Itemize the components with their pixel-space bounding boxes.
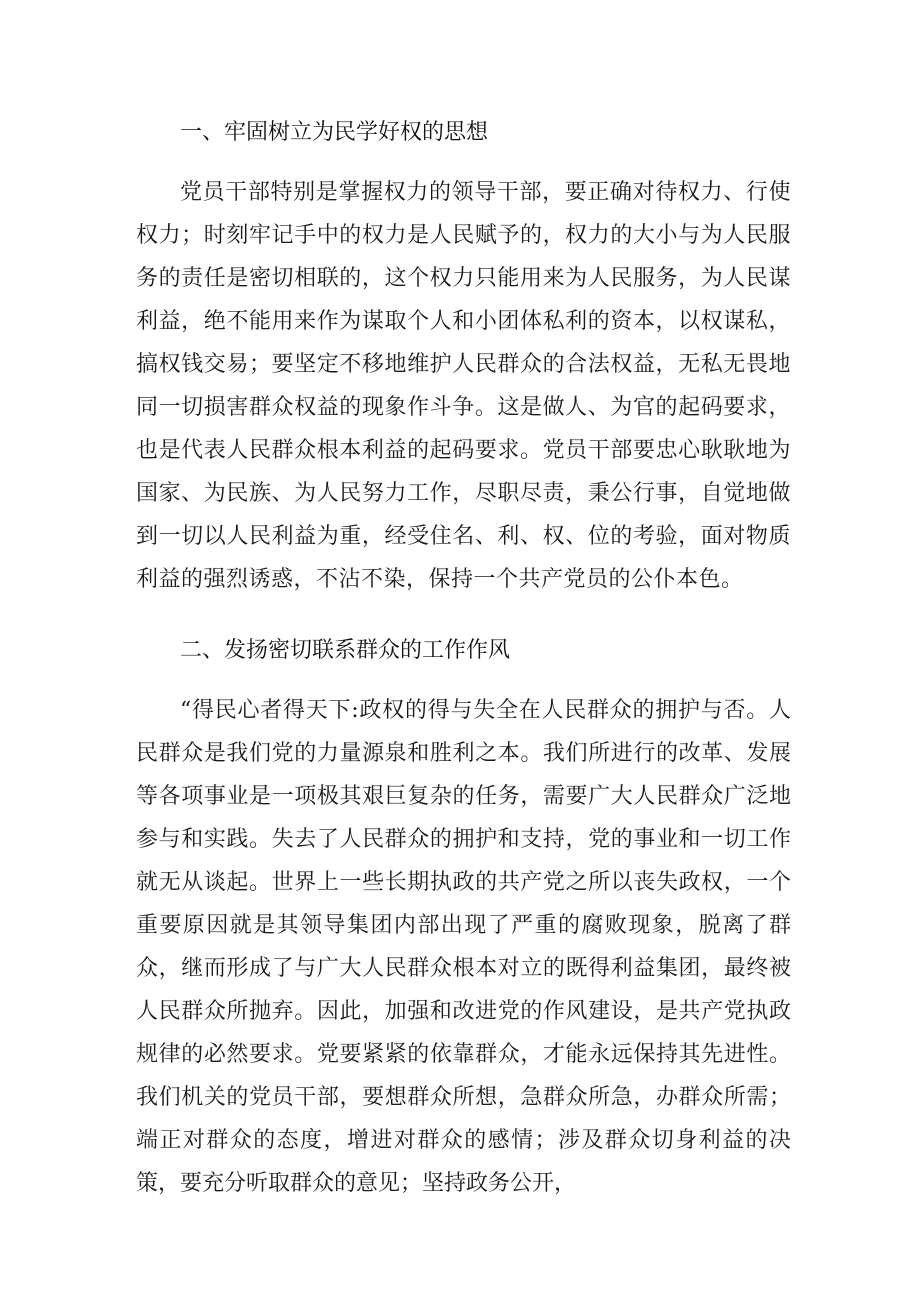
section-power-for-people	[136, 118, 791, 601]
section-heading: 二、发扬密切联系群众的工作作风	[180, 638, 511, 663]
section-paragraph: “得民心者得天下:政权的得与失全在人民群众的拥护与否。人民群众是我们党的力量源泉和胜利之本。我们所进行的改革、发展等各项事业是一项极其艰巨复杂的任务，需要广大人民群众广泛地参与和实践。失去了人民群众的拥护和支持，党的事业和一切工作就无从谈起。世界上一些长期执政的共产党之所以丧失政权，一个重要原因就是其领导集团内部出现了严重的腐败现象，脱离了群众，继而形成了与广大人民群众根本对立的既得利益集团，最终被人民群众所抛弃。因此，加强和改进党的作风建设，是共产党执政规律的必然要求。党要紧紧的依靠群众，才能永远保持其先进性。我们机关的党员干部，要想群众所想，急群众所急，办群众所需；端正对群众的态度，增进对群众的感情；涉及群众切身利益的决策，要充分听取群众的意见；坚持政务公开，	[136, 698, 791, 1196]
section-paragraph: 党员干部特别是掌握权力的领导干部，要正确对待权力、行使权力；时刻牢记手中的权力是人民赋予的，权力的大小与为人民服务的责任是密切相联的，这个权力只能用来为人民服务，为人民谋利益，绝不能用来作为谋取个人和小团体私利的资本，以权谋私，搞权钱交易；要坚定不移地维护人民群众的合法权益，无私无畏地同一切损害群众权益的现象作斗争。这是做人、为官的起码要求，也是代表人民群众根本利益的起码要求。党员干部要忠心耿耿地为国家、为民族、为人民努力工作，尽职尽责，秉公行事，自觉地做到一切以人民利益为重，经受住名、利、权、位的考验，面对物质利益的强烈诱惑，不沾不染，保持一个共产党员的公仆本色。	[136, 180, 791, 592]
section-heading: 一、牢固树立为民学好权的思想	[180, 120, 489, 145]
section-close-to-masses	[136, 636, 791, 1205]
